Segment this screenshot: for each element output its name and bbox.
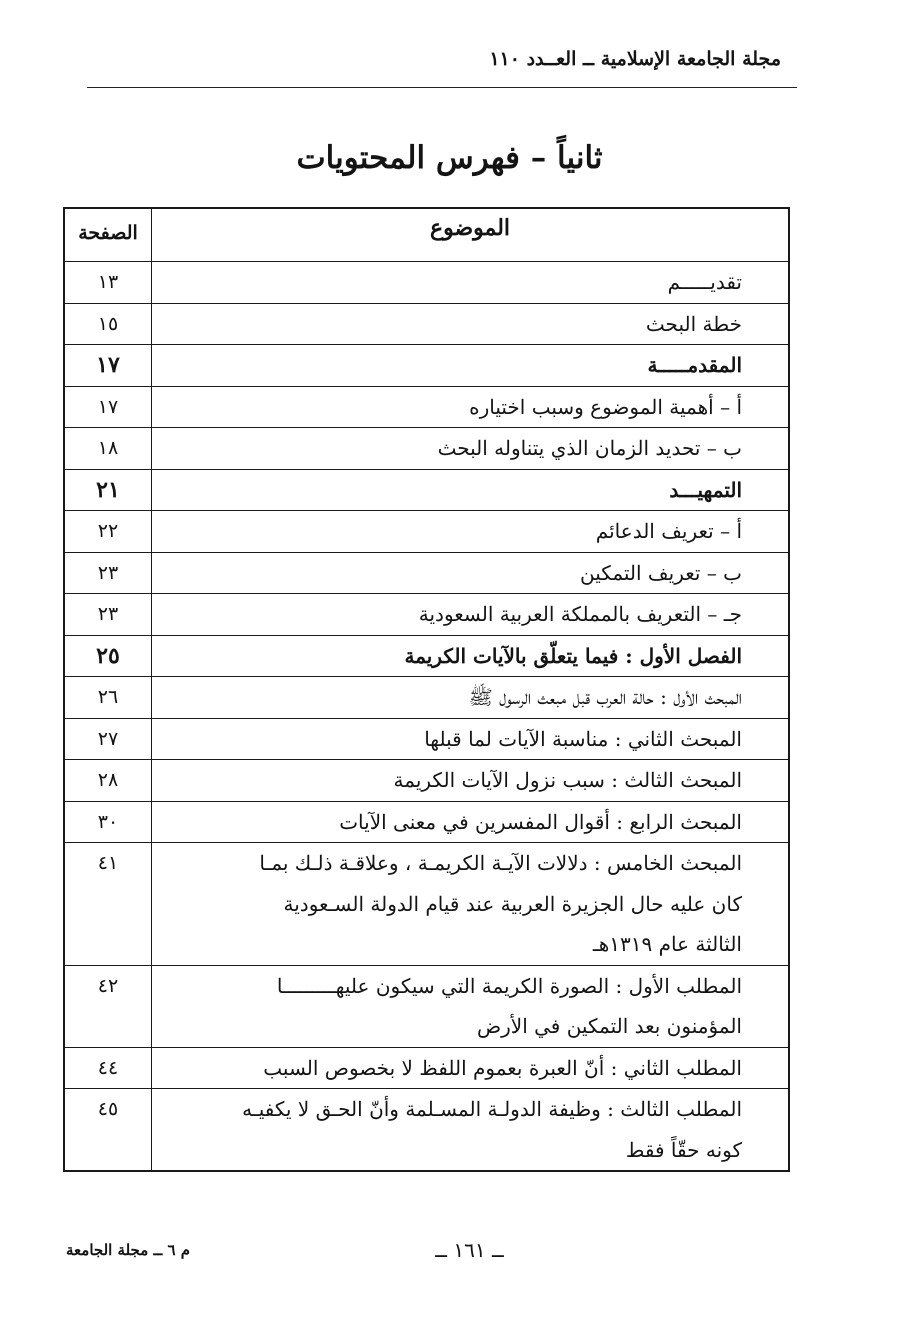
topic-cell bbox=[152, 594, 790, 636]
topic-cell bbox=[152, 511, 790, 553]
topic-cell bbox=[152, 262, 790, 304]
topic-text: المقدمـــــة bbox=[647, 353, 742, 377]
contents-row bbox=[64, 718, 789, 760]
topic-cell bbox=[152, 428, 790, 470]
page-cell: ٢٨ bbox=[64, 760, 152, 802]
topic-text: التمهيـــد bbox=[669, 477, 742, 502]
page-cell: ١٥ bbox=[64, 303, 152, 345]
page-cell: ٢١ bbox=[64, 469, 152, 511]
contents-row bbox=[64, 965, 789, 1047]
topic-cell bbox=[152, 552, 790, 594]
page-cell: ١٧ bbox=[64, 345, 152, 387]
topic-cell bbox=[152, 843, 790, 966]
topic-cell bbox=[152, 718, 790, 760]
contents-row bbox=[64, 552, 789, 594]
topic-cell bbox=[152, 760, 790, 802]
topic-text: المطلب الثاني : أنّ العبرة بعموم اللفظ لا بخصوص السبب bbox=[263, 1055, 742, 1080]
topic-cell bbox=[152, 1047, 790, 1089]
topic-cell bbox=[152, 677, 790, 719]
running-header: مجلة الجامعة الإسلامية ــ العــدد ١١٠ bbox=[489, 48, 781, 70]
topic-cell bbox=[152, 965, 790, 1047]
page-number: ــ ١٦١ ــ bbox=[435, 1238, 504, 1262]
page-cell: ٢٦ bbox=[64, 677, 152, 719]
footer-note: م ٦ ــ مجلة الجامعة bbox=[66, 1241, 191, 1259]
contents-row bbox=[64, 511, 789, 553]
topic-cell bbox=[152, 386, 790, 428]
page-cell: ٢٧ bbox=[64, 718, 152, 760]
contents-table bbox=[63, 207, 790, 1172]
page-cell: ١٣ bbox=[64, 262, 152, 304]
topic-text: جـ – التعريف بالمملكة العربية السعودية bbox=[418, 602, 742, 626]
topic-text: المطلب الثالث : وظيفة الدولـة المسـلمة وأنّ الحـق لا يكفيـه bbox=[242, 1097, 742, 1121]
topic-cell bbox=[152, 469, 790, 511]
topic-text: أ – أهمية الموضوع وسبب اختياره bbox=[469, 394, 742, 419]
page-cell: ٤١ bbox=[64, 843, 152, 966]
page-cell: ٣٠ bbox=[64, 801, 152, 843]
topic-text: خطة البحث bbox=[645, 311, 742, 336]
contents-row bbox=[64, 635, 789, 677]
topic-cell bbox=[152, 801, 790, 843]
topic-text: ب – تحديد الزمان الذي يتناوله البحث bbox=[437, 436, 742, 460]
topic-text: كان عليه حال الجزيرة العربية عند قيام الدولة السـعودية bbox=[283, 891, 742, 916]
contents-row bbox=[64, 386, 789, 428]
contents-row bbox=[64, 594, 789, 636]
contents-row bbox=[64, 801, 789, 843]
contents-row bbox=[64, 677, 789, 719]
page-cell: ٢٣ bbox=[64, 594, 152, 636]
page-cell: ٢٣ bbox=[64, 552, 152, 594]
page-cell: ٤٤ bbox=[64, 1047, 152, 1089]
header-rule bbox=[87, 87, 797, 88]
topic-text: المبحث الرابع : أقوال المفسرين في معنى الآيات bbox=[339, 809, 742, 834]
contents-row bbox=[64, 1089, 789, 1172]
contents-header-row bbox=[64, 208, 789, 262]
topic-text: المبحث الأول : حالة العرب قبل مبعث الرسول ﷺ bbox=[468, 685, 742, 709]
page-cell: ٢٢ bbox=[64, 511, 152, 553]
topic-text: الثالثة عام ١٣١٩هـ bbox=[592, 932, 742, 956]
contents-row bbox=[64, 303, 789, 345]
topic-cell bbox=[152, 1089, 790, 1172]
topic-cell bbox=[152, 303, 790, 345]
topic-text: المؤمنون بعد التمكين في الأرض bbox=[476, 1014, 742, 1038]
contents-row bbox=[64, 760, 789, 802]
page-cell: ١٨ bbox=[64, 428, 152, 470]
contents-row bbox=[64, 428, 789, 470]
topic-text: المبحث الثالث : سبب نزول الآيات الكريمة bbox=[393, 768, 742, 792]
topic-text: المبحث الخامس : دلالات الآيـة الكريمـة ، وعلاقـة ذلـك بمـا bbox=[259, 851, 742, 875]
page-cell: ٢٥ bbox=[64, 635, 152, 677]
page-cell: ٤٥ bbox=[64, 1089, 152, 1172]
contents-row bbox=[64, 345, 789, 387]
contents-row bbox=[64, 262, 789, 304]
topic-text: تقديـــــم bbox=[667, 270, 742, 294]
topic-column-header: الموضوع bbox=[152, 208, 790, 262]
topic-cell bbox=[152, 635, 790, 677]
topic-text: المبحث الثاني : مناسبة الآيات لما قبلها bbox=[424, 726, 742, 751]
section-title: ثانياً – فهرس المحتويات bbox=[296, 140, 603, 176]
contents-body bbox=[64, 262, 789, 1172]
page-cell: ٤٢ bbox=[64, 965, 152, 1047]
topic-text: كونه حقّاً فقط bbox=[625, 1137, 742, 1162]
topic-cell bbox=[152, 345, 790, 387]
contents-row bbox=[64, 1047, 789, 1089]
contents-row bbox=[64, 843, 789, 966]
page-column-header: الصفحة bbox=[64, 208, 152, 262]
topic-text: ب – تعريف التمكين bbox=[580, 560, 742, 585]
topic-text: المطلب الأول : الصورة الكريمة التي سيكون عليهـــــــــا bbox=[276, 973, 742, 998]
topic-text: الفصل الأول : فيما يتعلّق بالآيات الكريمة bbox=[404, 643, 742, 668]
contents-row bbox=[64, 469, 789, 511]
page-cell: ١٧ bbox=[64, 386, 152, 428]
topic-text: أ – تعريف الدعائم bbox=[595, 519, 742, 543]
